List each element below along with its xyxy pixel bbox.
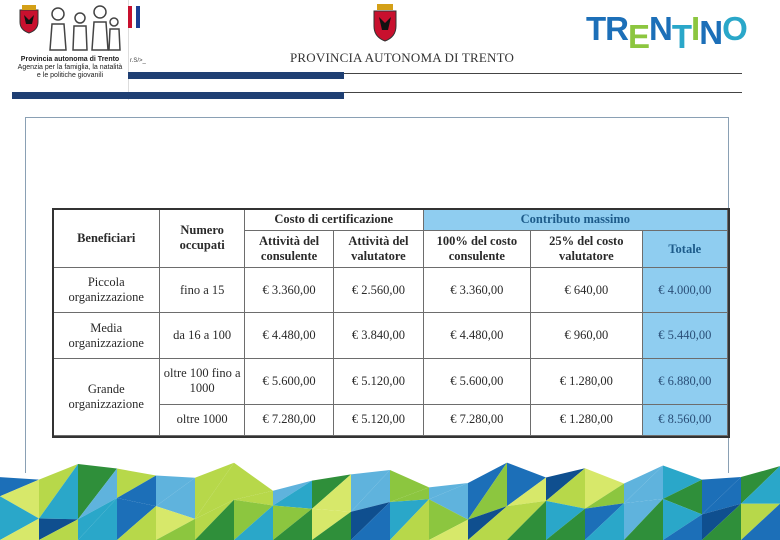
occupati-cell: fino a 15 (160, 268, 244, 313)
beneficiari-cell: Media organizzazione (53, 313, 160, 358)
header-bar-bottom (128, 92, 344, 99)
table-row (53, 268, 728, 313)
totale-cell: € 8.560,00 (642, 404, 727, 435)
brand-letter: T (671, 18, 692, 55)
header-rule-bottom (344, 92, 742, 93)
brand-letter: E (628, 18, 650, 55)
brand-letter: R (605, 10, 629, 47)
trentino-logo (586, 10, 747, 55)
beneficiari-cell: Piccola organizzazione (53, 268, 160, 313)
valutatore-cell: € 5.120,00 (334, 358, 423, 404)
consulente-cell: € 7.280,00 (244, 404, 333, 435)
contribution-table (52, 208, 728, 436)
totale-cell: € 5.440,00 (642, 313, 727, 358)
beneficiari-cell: Grande organizzazione (53, 358, 160, 435)
header-contributo-massimo: Contributo massimo (423, 209, 727, 231)
header-bar-left (12, 92, 128, 99)
header-attivita-valutatore: Attività del valutatore (334, 231, 423, 268)
totale-cell: € 4.000,00 (642, 268, 727, 313)
valutatore-cell: € 2.560,00 (334, 268, 423, 313)
contributo-25-cell: € 1.280,00 (531, 404, 642, 435)
contributo-100-cell: € 7.280,00 (423, 404, 530, 435)
valutatore-cell: € 5.120,00 (334, 404, 423, 435)
header-bar-top (128, 72, 344, 79)
header-totale: Totale (642, 231, 727, 268)
header-attivita-consulente: Attività del consulente (244, 231, 333, 268)
table-row (53, 313, 728, 358)
contributo-100-cell: € 4.480,00 (423, 313, 530, 358)
province-crest-icon (372, 4, 398, 42)
header-beneficiari: Beneficiari (53, 209, 160, 268)
brand-letter: T (586, 10, 606, 47)
header-numero-occupati: Numero occupati (160, 209, 244, 268)
agency-line2: Agenzia per la famiglia, la natalità (17, 64, 123, 71)
agency-line1: Provincia autonoma di Trento (20, 56, 120, 63)
province-title: PROVINCIA AUTONOMA DI TRENTO (290, 50, 515, 65)
table-row (53, 358, 728, 404)
brand-letter: I (691, 10, 700, 47)
fragment-text: r.S/>_ (130, 58, 146, 64)
occupati-cell: oltre 1000 (160, 404, 244, 435)
header-costo-certificazione: Costo di certificazione (244, 209, 423, 231)
decorative-polygon-band (0, 440, 780, 540)
contributo-25-cell: € 1.280,00 (531, 358, 642, 404)
consulente-cell: € 4.480,00 (244, 313, 333, 358)
trento-crest-icon (18, 4, 40, 34)
header-100-costo-consulente: 100% del costo consulente (423, 231, 530, 268)
valutatore-cell: € 3.840,00 (334, 313, 423, 358)
header-rule-top (344, 73, 742, 74)
totale-cell: € 6.880,00 (642, 358, 727, 404)
agency-line3: e le politiche giovanili (36, 72, 104, 79)
family-drawing-icon (44, 2, 122, 54)
occupati-cell: da 16 a 100 (160, 313, 244, 358)
occupati-cell: oltre 100 fino a 1000 (160, 358, 244, 404)
brand-letter: O (722, 10, 747, 47)
brand-letter: N (649, 10, 672, 47)
contributo-100-cell: € 5.600,00 (423, 358, 530, 404)
agency-logo (12, 0, 129, 100)
contributo-25-cell: € 960,00 (531, 313, 642, 358)
flag-fragment-icon (128, 6, 140, 28)
consulente-cell: € 5.600,00 (244, 358, 333, 404)
contributo-25-cell: € 640,00 (531, 268, 642, 313)
brand-letter: N (699, 14, 723, 51)
header-25-costo-valutatore: 25% del costo valutatore (531, 231, 642, 268)
contributo-100-cell: € 3.360,00 (423, 268, 530, 313)
agency-name (14, 56, 126, 80)
consulente-cell: € 3.360,00 (244, 268, 333, 313)
